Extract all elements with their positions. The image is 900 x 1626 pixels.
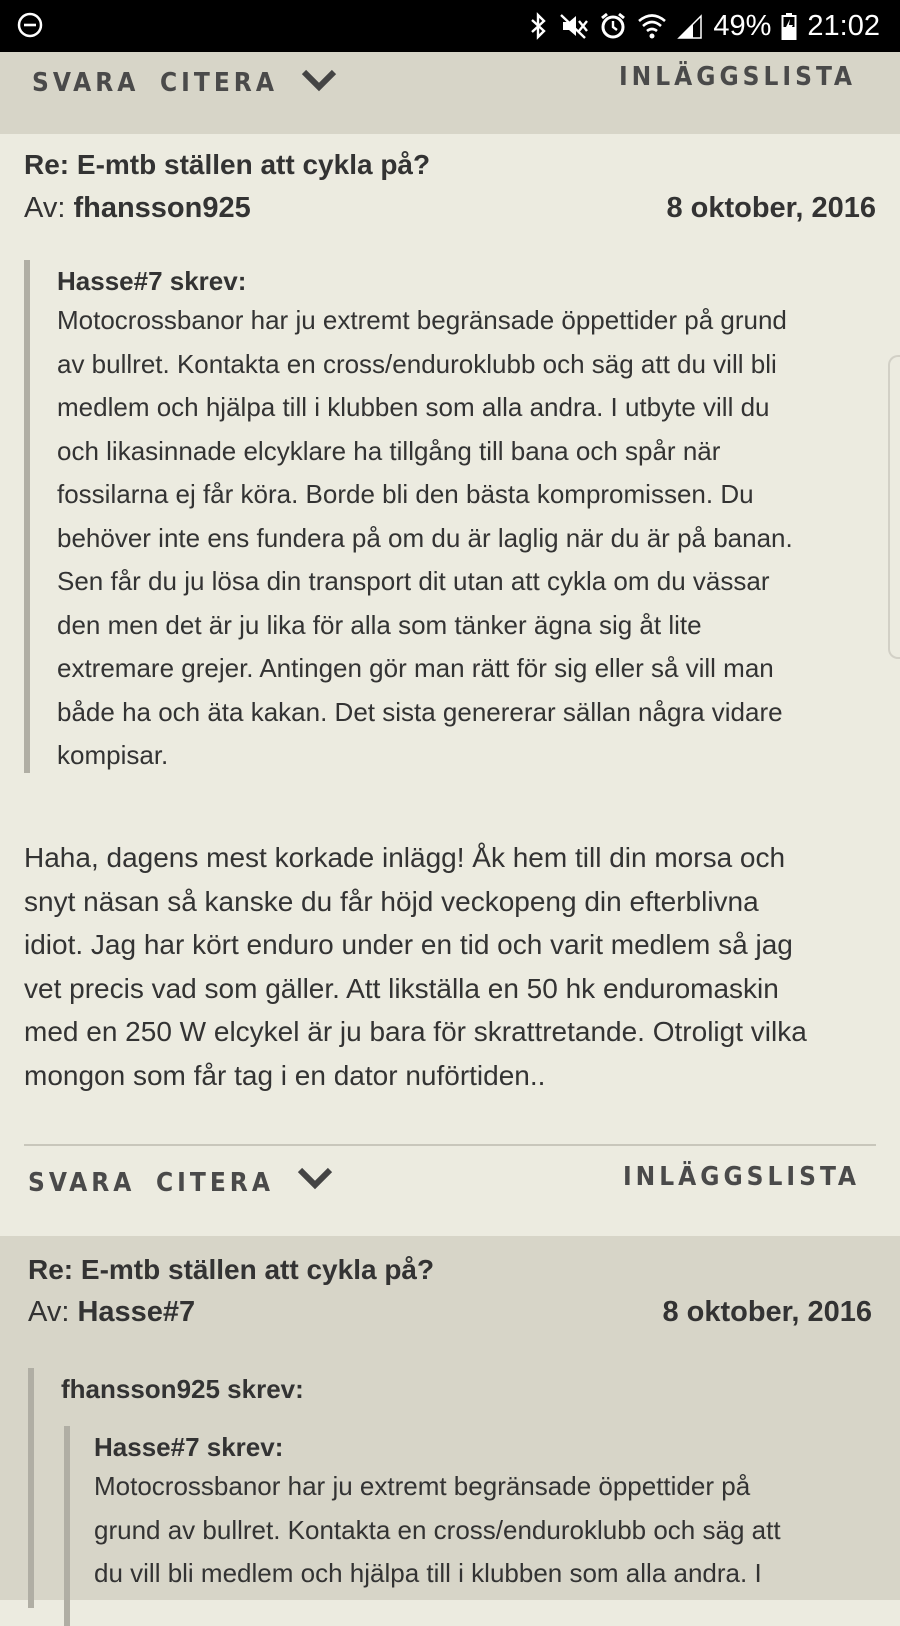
quote-line: den men det är ju lika för alla som tänker ägna sig åt lite xyxy=(57,609,702,640)
quote-line: extremare grejer. Antingen gör man rätt för sig eller så vill man xyxy=(57,653,774,683)
quote-line: Motocrossbanor har ju extremt begränsade öppettider på grund xyxy=(57,305,787,335)
alarm-icon xyxy=(599,12,627,40)
mute-icon xyxy=(559,12,589,40)
quote-line: behöver inte ens fundera på om du är laglig när du är på banan. xyxy=(57,522,793,553)
body-line: snyt näsan så kanske du får höjd veckopeng din efterblivna xyxy=(24,885,759,917)
quote-text xyxy=(94,1465,781,1596)
do-not-disturb-icon xyxy=(17,12,43,38)
reply-button[interactable]: SVARA xyxy=(28,1168,136,1198)
signal-icon xyxy=(677,12,703,40)
chevron-down-icon[interactable] xyxy=(300,68,338,94)
quote-text xyxy=(57,299,793,778)
quote-header: Hasse#7 skrev: xyxy=(57,266,247,296)
post xyxy=(0,134,900,1236)
scroll-handle[interactable] xyxy=(888,355,900,659)
post-action-bar xyxy=(0,1146,900,1228)
post-title: Re: E-mtb ställen att cykla på? xyxy=(28,1254,435,1285)
top-action-bar xyxy=(0,52,900,134)
battery-icon xyxy=(781,12,797,40)
author-name[interactable]: fhansson925 xyxy=(73,192,251,224)
post-title: Re: E-mtb ställen att cykla på? xyxy=(24,149,431,180)
post-list-button[interactable]: INLÄGGSLISTA xyxy=(618,62,856,92)
chevron-down-icon[interactable] xyxy=(296,1166,334,1192)
quote-line: grund av bullret. Kontakta en cross/enduroklubb och säg att xyxy=(94,1514,781,1545)
quote-button[interactable]: CITERA xyxy=(160,68,278,98)
quote-line: Sen får du ju lösa din transport dit utan att cykla om du vässar xyxy=(57,566,770,596)
quote-line: Motocrossbanor har ju extremt begränsade öppettider på xyxy=(94,1471,751,1501)
quote-line: kompisar. xyxy=(57,740,169,770)
body-line: Haha, dagens mest korkade inlägg! Åk hem till din morsa och xyxy=(24,842,786,873)
reply-button[interactable]: SVARA xyxy=(32,68,140,98)
body-line: vet precis vad som gäller. Att likställa en 50 hk enduromaskin xyxy=(24,972,779,1004)
quote-block xyxy=(24,260,866,773)
post-author xyxy=(28,1296,195,1329)
body-line: med en 250 W elcykel är ju bara för skrattretande. Otroligt vilka xyxy=(24,1016,807,1047)
battery-percent: 49% xyxy=(713,9,772,42)
quote-line: både ha och äta kakan. Det sista genererar sällan några vidare xyxy=(57,696,783,727)
post-date: 8 oktober, 2016 xyxy=(666,192,876,224)
clock: 21:02 xyxy=(807,9,880,42)
quote-button[interactable]: CITERA xyxy=(156,1168,274,1198)
quote-header: fhansson925 skrev: xyxy=(61,1374,304,1404)
post-date: 8 oktober, 2016 xyxy=(662,1296,872,1328)
status-bar xyxy=(0,0,900,52)
body-line: idiot. Jag har kört enduro under en tid och varit medlem så jag xyxy=(24,929,793,960)
author-prefix: Av: xyxy=(28,1296,70,1328)
wifi-icon xyxy=(637,12,667,40)
post-author xyxy=(24,192,251,225)
quote-line: medlem och hjälpa till i klubben som alla andra. I utbyte vill du xyxy=(57,392,770,422)
post xyxy=(0,1236,900,1600)
quote-block xyxy=(28,1368,874,1608)
post-body xyxy=(24,836,884,1097)
quote-line: fossilarna ej får köra. Borde bli den bästa kompromissen. Du xyxy=(57,479,754,509)
post-list-button[interactable]: INLÄGGSLISTA xyxy=(622,1162,860,1192)
quote-line: och likasinnade elcyklare ha tillgång till bana och spår när xyxy=(57,435,721,466)
author-prefix: Av: xyxy=(24,192,66,224)
quote-line: du vill bli medlem och hjälpa till i klubben som alla andra. I xyxy=(94,1558,762,1588)
nested-quote-block xyxy=(64,1426,870,1626)
author-name[interactable]: Hasse#7 xyxy=(77,1296,196,1328)
quote-header: Hasse#7 skrev: xyxy=(94,1432,284,1462)
body-line: mongon som får tag i en dator nuförtiden.. xyxy=(24,1059,546,1091)
quote-line: av bullret. Kontakta en cross/enduroklubb och säg att du vill bli xyxy=(57,348,777,379)
bluetooth-icon xyxy=(529,12,549,40)
